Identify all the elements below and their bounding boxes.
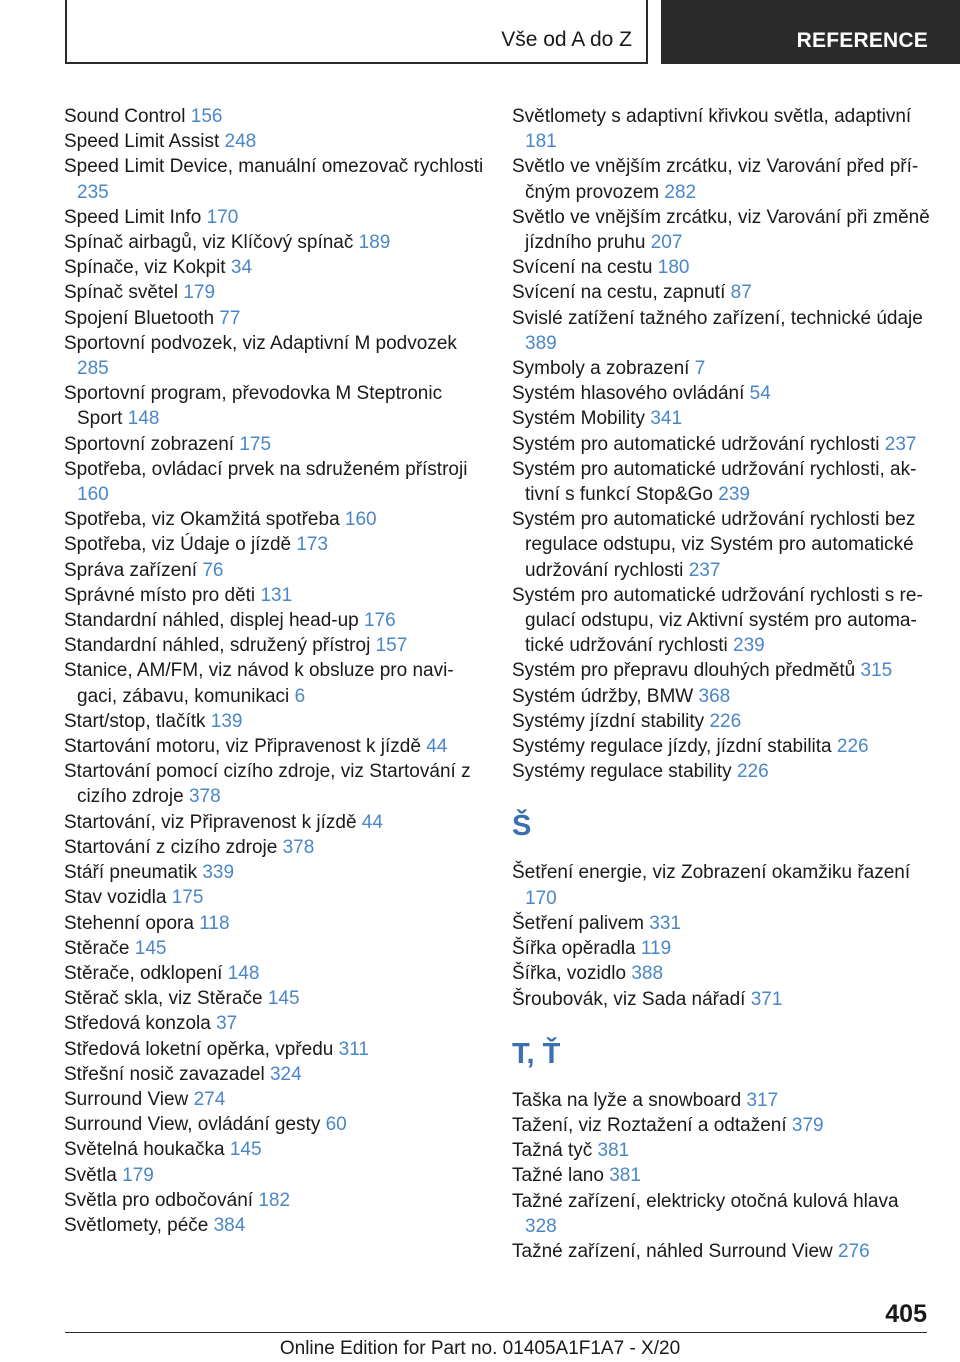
- entry-text: Spotřeba, ovládací prvek na sdruženém přístroji: [64, 458, 468, 480]
- index-entry: [64, 255, 484, 280]
- index-group-sh: [512, 860, 932, 1011]
- page-link[interactable]: 237: [688, 559, 721, 581]
- index-entry: [64, 835, 484, 860]
- entry-text: Světlo ve vnějším zrcátku, viz Varování při změně jízdního pruhu: [512, 206, 930, 254]
- index-entry: [64, 810, 484, 835]
- page-link[interactable]: 328: [525, 1215, 557, 1237]
- page-link[interactable]: 311: [338, 1038, 369, 1060]
- reference-label: REFERENCE: [796, 29, 928, 52]
- entry-text: Šetření palivem: [512, 912, 645, 934]
- page-link[interactable]: 389: [525, 332, 557, 354]
- entry-text: Svislé zatížení tažného zařízení, technické údaje: [512, 307, 923, 329]
- index-entry: [64, 1087, 484, 1112]
- entry-text: Svícení na cestu, zapnutí: [512, 282, 726, 304]
- index-entry: [512, 911, 932, 936]
- index-entry: [512, 306, 932, 356]
- page-link[interactable]: 176: [364, 610, 396, 632]
- entry-text: Stěrač skla, viz Stěrače: [64, 988, 263, 1010]
- entry-text: Surround View, ovládání gesty: [64, 1114, 321, 1136]
- page-link[interactable]: 160: [344, 509, 377, 531]
- index-entry: [64, 759, 484, 809]
- entry-text: Sound Control: [64, 106, 186, 127]
- entry-text: Systémy regulace stability: [512, 761, 732, 783]
- entry-text: Tažná tyč: [512, 1140, 593, 1162]
- page-link[interactable]: 34: [230, 257, 253, 279]
- page-link[interactable]: 170: [206, 206, 239, 228]
- entry-text: Symboly a zobrazení: [512, 358, 690, 380]
- page-link[interactable]: 173: [296, 534, 329, 556]
- entry-text: Šířka, vozidlo: [512, 963, 627, 985]
- entry-text: Speed Limit Assist: [64, 131, 220, 153]
- page-link[interactable]: 317: [746, 1089, 779, 1111]
- page-link[interactable]: 156: [190, 106, 223, 127]
- page-link[interactable]: 324: [269, 1063, 302, 1085]
- page-link[interactable]: 235: [77, 181, 109, 203]
- page-link[interactable]: 7: [694, 358, 706, 380]
- index-entry: [64, 986, 484, 1011]
- index-entry: [512, 709, 932, 734]
- page-link[interactable]: 226: [736, 761, 769, 783]
- index-entry: [64, 507, 484, 532]
- page-link[interactable]: 148: [227, 962, 260, 984]
- section-title: Vše od A do Z: [501, 28, 632, 51]
- index-entry: [64, 306, 484, 331]
- entry-text: Světlomety, péče: [64, 1214, 209, 1236]
- page-link[interactable]: 381: [609, 1165, 641, 1187]
- index-group-s: [512, 104, 932, 784]
- page-link[interactable]: 54: [749, 383, 771, 405]
- index-entry: [512, 987, 932, 1012]
- letter-heading-sh: Š: [512, 810, 532, 843]
- index-entry: [512, 860, 932, 910]
- entry-text: Spotřeba, viz Okamžitá spotřeba: [64, 509, 340, 531]
- index-entry: [64, 734, 484, 759]
- page-link[interactable]: 77: [219, 307, 241, 329]
- entry-text: Stáří pneumatik: [64, 862, 198, 884]
- entry-text: Speed Limit Info: [64, 206, 202, 228]
- index-entry: [512, 457, 932, 507]
- page-link[interactable]: 160: [77, 484, 109, 506]
- index-entry: [512, 1163, 932, 1188]
- index-entry: [512, 936, 932, 961]
- index-entry: [512, 280, 932, 305]
- page-link[interactable]: 315: [860, 660, 893, 682]
- entry-text: Systémy jízdní stability: [512, 710, 705, 732]
- page-link[interactable]: 384: [213, 1214, 246, 1236]
- entry-text: Spotřeba, viz Údaje o jízdě: [64, 534, 292, 556]
- page-link[interactable]: 180: [657, 257, 690, 279]
- entry-text: Start/stop, tlačítk: [64, 710, 206, 732]
- page-link[interactable]: 378: [188, 786, 221, 808]
- index-entry: [64, 331, 484, 381]
- entry-text: Taška na lyže a snowboard: [512, 1089, 742, 1111]
- index-entry: [64, 230, 484, 255]
- index-entry: [64, 381, 484, 431]
- page-link[interactable]: 148: [127, 408, 160, 430]
- index-entry: [512, 104, 932, 154]
- index-entry: [512, 1088, 932, 1113]
- index-entry: [64, 1163, 484, 1188]
- entry-text: Systém hlasového ovládání: [512, 383, 745, 405]
- page-link[interactable]: 282: [664, 181, 697, 203]
- index-column-right: [512, 104, 932, 1264]
- entry-text: Světlomety s adaptivní křivkou světla, adaptivní: [512, 106, 912, 127]
- index-entry: [64, 558, 484, 583]
- page-link[interactable]: 226: [709, 710, 742, 732]
- page-link[interactable]: 170: [525, 887, 557, 909]
- index-entry: [64, 432, 484, 457]
- index-entry: [64, 583, 484, 608]
- index-entry: [64, 709, 484, 734]
- entry-text: Spínače, viz Kokpit: [64, 257, 226, 279]
- entry-text: Tažné lano: [512, 1165, 604, 1187]
- header-section-tab: [65, 0, 648, 64]
- index-entry: [64, 633, 484, 658]
- index-entry: [64, 280, 484, 305]
- index-entry: [64, 1112, 484, 1137]
- index-entry: [64, 1137, 484, 1162]
- page-link[interactable]: 175: [239, 433, 272, 455]
- entry-text: Tažné zařízení, elektricky otočná kulová hlava: [512, 1190, 899, 1212]
- entry-text: Systém pro automatické udržování rychlosti s regulací odstupu, viz Aktivní systém pro automatické udržování rychlosti: [512, 584, 923, 657]
- page-link[interactable]: 379: [791, 1114, 824, 1136]
- entry-text: Sportovní podvozek, viz Adaptivní M podvozek: [64, 332, 457, 354]
- page-link[interactable]: 145: [267, 988, 300, 1010]
- entry-text: Systém pro automatické udržování rychlosti, aktivní s funkcí Stop&Go: [512, 458, 917, 506]
- page-link[interactable]: 381: [597, 1140, 630, 1162]
- index-entry: [64, 457, 484, 507]
- page-link[interactable]: 181: [525, 131, 557, 153]
- page-link[interactable]: 87: [730, 282, 752, 304]
- letter-heading-t: T, Ť: [512, 1037, 561, 1070]
- entry-text: Stav vozidla: [64, 887, 167, 909]
- index-entry: [64, 608, 484, 633]
- index-entry: [512, 381, 932, 406]
- page-link[interactable]: 207: [650, 232, 683, 254]
- page-link[interactable]: 131: [260, 584, 293, 606]
- page-link[interactable]: 179: [122, 1164, 154, 1186]
- index-column-left: [64, 104, 484, 1238]
- index-group-t: [512, 1088, 932, 1264]
- index-entry: [512, 356, 932, 381]
- entry-text: Standardní náhled, sdružený přístroj: [64, 635, 371, 657]
- entry-text: Startování pomocí cizího zdroje, viz Startování z cizího zdroje: [64, 761, 471, 808]
- page-link[interactable]: 388: [631, 963, 664, 985]
- index-entry: [64, 1188, 484, 1213]
- index-entry: [512, 1189, 932, 1239]
- index-entry: [512, 406, 932, 431]
- page-link[interactable]: 248: [224, 131, 257, 153]
- page-link[interactable]: 60: [325, 1114, 347, 1136]
- index-entry: [512, 583, 932, 659]
- edition-footer: Online Edition for Part no. 01405A1F1A7 - X/20: [279, 1338, 681, 1359]
- page-link[interactable]: 182: [258, 1189, 291, 1211]
- entry-text: Startování z cizího zdroje: [64, 836, 278, 858]
- entry-text: Systém Mobility: [512, 408, 646, 430]
- entry-text: Středová loketní opěrka, vpředu: [64, 1038, 334, 1060]
- entry-text: Stěrače, odklopení: [64, 962, 223, 984]
- entry-text: Systém údržby, BMW: [512, 685, 694, 707]
- entry-text: Standardní náhled, displej head-up: [64, 610, 359, 632]
- index-entry: [64, 1037, 484, 1062]
- index-entry: [64, 129, 484, 154]
- page-link[interactable]: 179: [183, 282, 216, 304]
- page-link[interactable]: 145: [134, 937, 167, 959]
- entry-text: Startování motoru, viz Připravenost k jízdě: [64, 736, 421, 758]
- page-link[interactable]: 341: [650, 408, 683, 430]
- page-link[interactable]: 274: [193, 1088, 226, 1110]
- page-link[interactable]: 6: [294, 685, 306, 707]
- page-link[interactable]: 339: [202, 862, 235, 884]
- entry-text: Systémy regulace jízdy, jízdní stabilita: [512, 736, 832, 758]
- entry-text: Šetření energie, viz Zobrazení okamžiku řazení: [512, 862, 911, 884]
- index-entry: [64, 532, 484, 557]
- page-link[interactable]: 189: [358, 232, 391, 254]
- entry-text: Tažení, viz Roztažení a odtažení: [512, 1114, 787, 1136]
- entry-text: Startování, viz Připravenost k jízdě: [64, 811, 357, 833]
- page-link[interactable]: 285: [77, 358, 109, 380]
- entry-text: Spojení Bluetooth: [64, 307, 215, 329]
- index-entry: [64, 104, 484, 129]
- index-entry: [512, 205, 932, 255]
- entry-text: Správné místo pro děti: [64, 584, 256, 606]
- entry-text: Spínač airbagů, viz Klíčový spínač: [64, 232, 354, 254]
- page-link[interactable]: 76: [202, 559, 224, 581]
- index-entry: [64, 1062, 484, 1087]
- index-entry: [512, 432, 932, 457]
- entry-text: Stehenní opora: [64, 912, 194, 934]
- index-entry: [64, 961, 484, 986]
- entry-text: Stěrače: [64, 937, 130, 959]
- index-entry: [64, 885, 484, 910]
- entry-text: Systém pro automatické udržování rychlosti: [512, 433, 880, 455]
- entry-text: Sportovní program, převodovka M Steptronic Sport: [64, 383, 443, 430]
- entry-text: Speed Limit Device, manuální omezovač rychlosti: [64, 156, 484, 178]
- page-link[interactable]: 157: [375, 635, 408, 657]
- index-entry: [64, 911, 484, 936]
- index-entry: [512, 507, 932, 583]
- page-link[interactable]: 118: [199, 912, 230, 934]
- page-link[interactable]: 237: [884, 433, 917, 455]
- index-entry: [64, 936, 484, 961]
- index-entry: [64, 860, 484, 885]
- page-link[interactable]: 139: [210, 710, 243, 732]
- index-entry: [512, 1138, 932, 1163]
- entry-text: Šroubovák, viz Sada nářadí: [512, 988, 746, 1010]
- entry-text: Spínač světel: [64, 282, 179, 304]
- header-reference-tab: [661, 0, 960, 64]
- index-entry: [512, 759, 932, 784]
- entry-text: Systém pro přepravu dlouhých předmětů: [512, 660, 856, 682]
- page-link[interactable]: 44: [426, 736, 448, 758]
- index-entry: [512, 684, 932, 709]
- entry-text: Střešní nosič zavazadel: [64, 1063, 265, 1085]
- page-link[interactable]: 239: [733, 635, 765, 657]
- page-link[interactable]: 145: [229, 1139, 262, 1161]
- page-link[interactable]: 44: [361, 811, 383, 833]
- entry-text: Stanice, AM/FM, viz návod k obsluze pro navigaci, zábavu, komunikaci: [64, 660, 454, 707]
- footer-divider: [65, 1332, 927, 1333]
- index-entry: [512, 1113, 932, 1138]
- page-link[interactable]: 331: [649, 912, 681, 934]
- index-entry: [512, 154, 932, 204]
- index-entry: [512, 961, 932, 986]
- entry-text: Světla pro odbočování: [64, 1189, 254, 1211]
- entry-text: Sportovní zobrazení: [64, 433, 235, 455]
- index-entry: [512, 658, 932, 683]
- entry-text: Správa zařízení: [64, 559, 198, 581]
- index-entry: [64, 154, 484, 204]
- entry-text: Surround View: [64, 1088, 189, 1110]
- index-entry: [512, 1239, 932, 1264]
- page-link[interactable]: 37: [216, 1013, 238, 1035]
- entry-text: Středová konzola: [64, 1013, 211, 1035]
- page-link[interactable]: 368: [698, 685, 731, 707]
- page-link[interactable]: 226: [836, 736, 869, 758]
- entry-text: Světla: [64, 1164, 117, 1186]
- page-link[interactable]: 239: [718, 484, 750, 506]
- page-link[interactable]: 119: [640, 938, 672, 960]
- index-entry: [512, 734, 932, 759]
- index-entry: [64, 205, 484, 230]
- entry-text: Tažné zařízení, náhled Surround View: [512, 1240, 833, 1262]
- index-entry: [64, 658, 484, 708]
- index-entry: [64, 1011, 484, 1036]
- entry-text: Šířka opěradla: [512, 938, 636, 960]
- page-link[interactable]: 378: [282, 836, 315, 858]
- index-entry: [64, 1213, 484, 1238]
- index-entry: [512, 255, 932, 280]
- entry-text: Svícení na cestu: [512, 257, 653, 279]
- entry-text: Světelná houkačka: [64, 1139, 225, 1161]
- entry-text: Světlo ve vnějším zrcátku, viz Varování před příčným provozem: [512, 156, 919, 203]
- page-number: 405: [885, 1300, 927, 1328]
- page-link[interactable]: 371: [750, 988, 783, 1010]
- page-link[interactable]: 276: [838, 1240, 870, 1262]
- page-link[interactable]: 175: [171, 887, 204, 909]
- entry-text: Systém pro automatické udržování rychlosti bez regulace odstupu, viz Systém pro automatické udržování rychlosti: [512, 509, 916, 581]
